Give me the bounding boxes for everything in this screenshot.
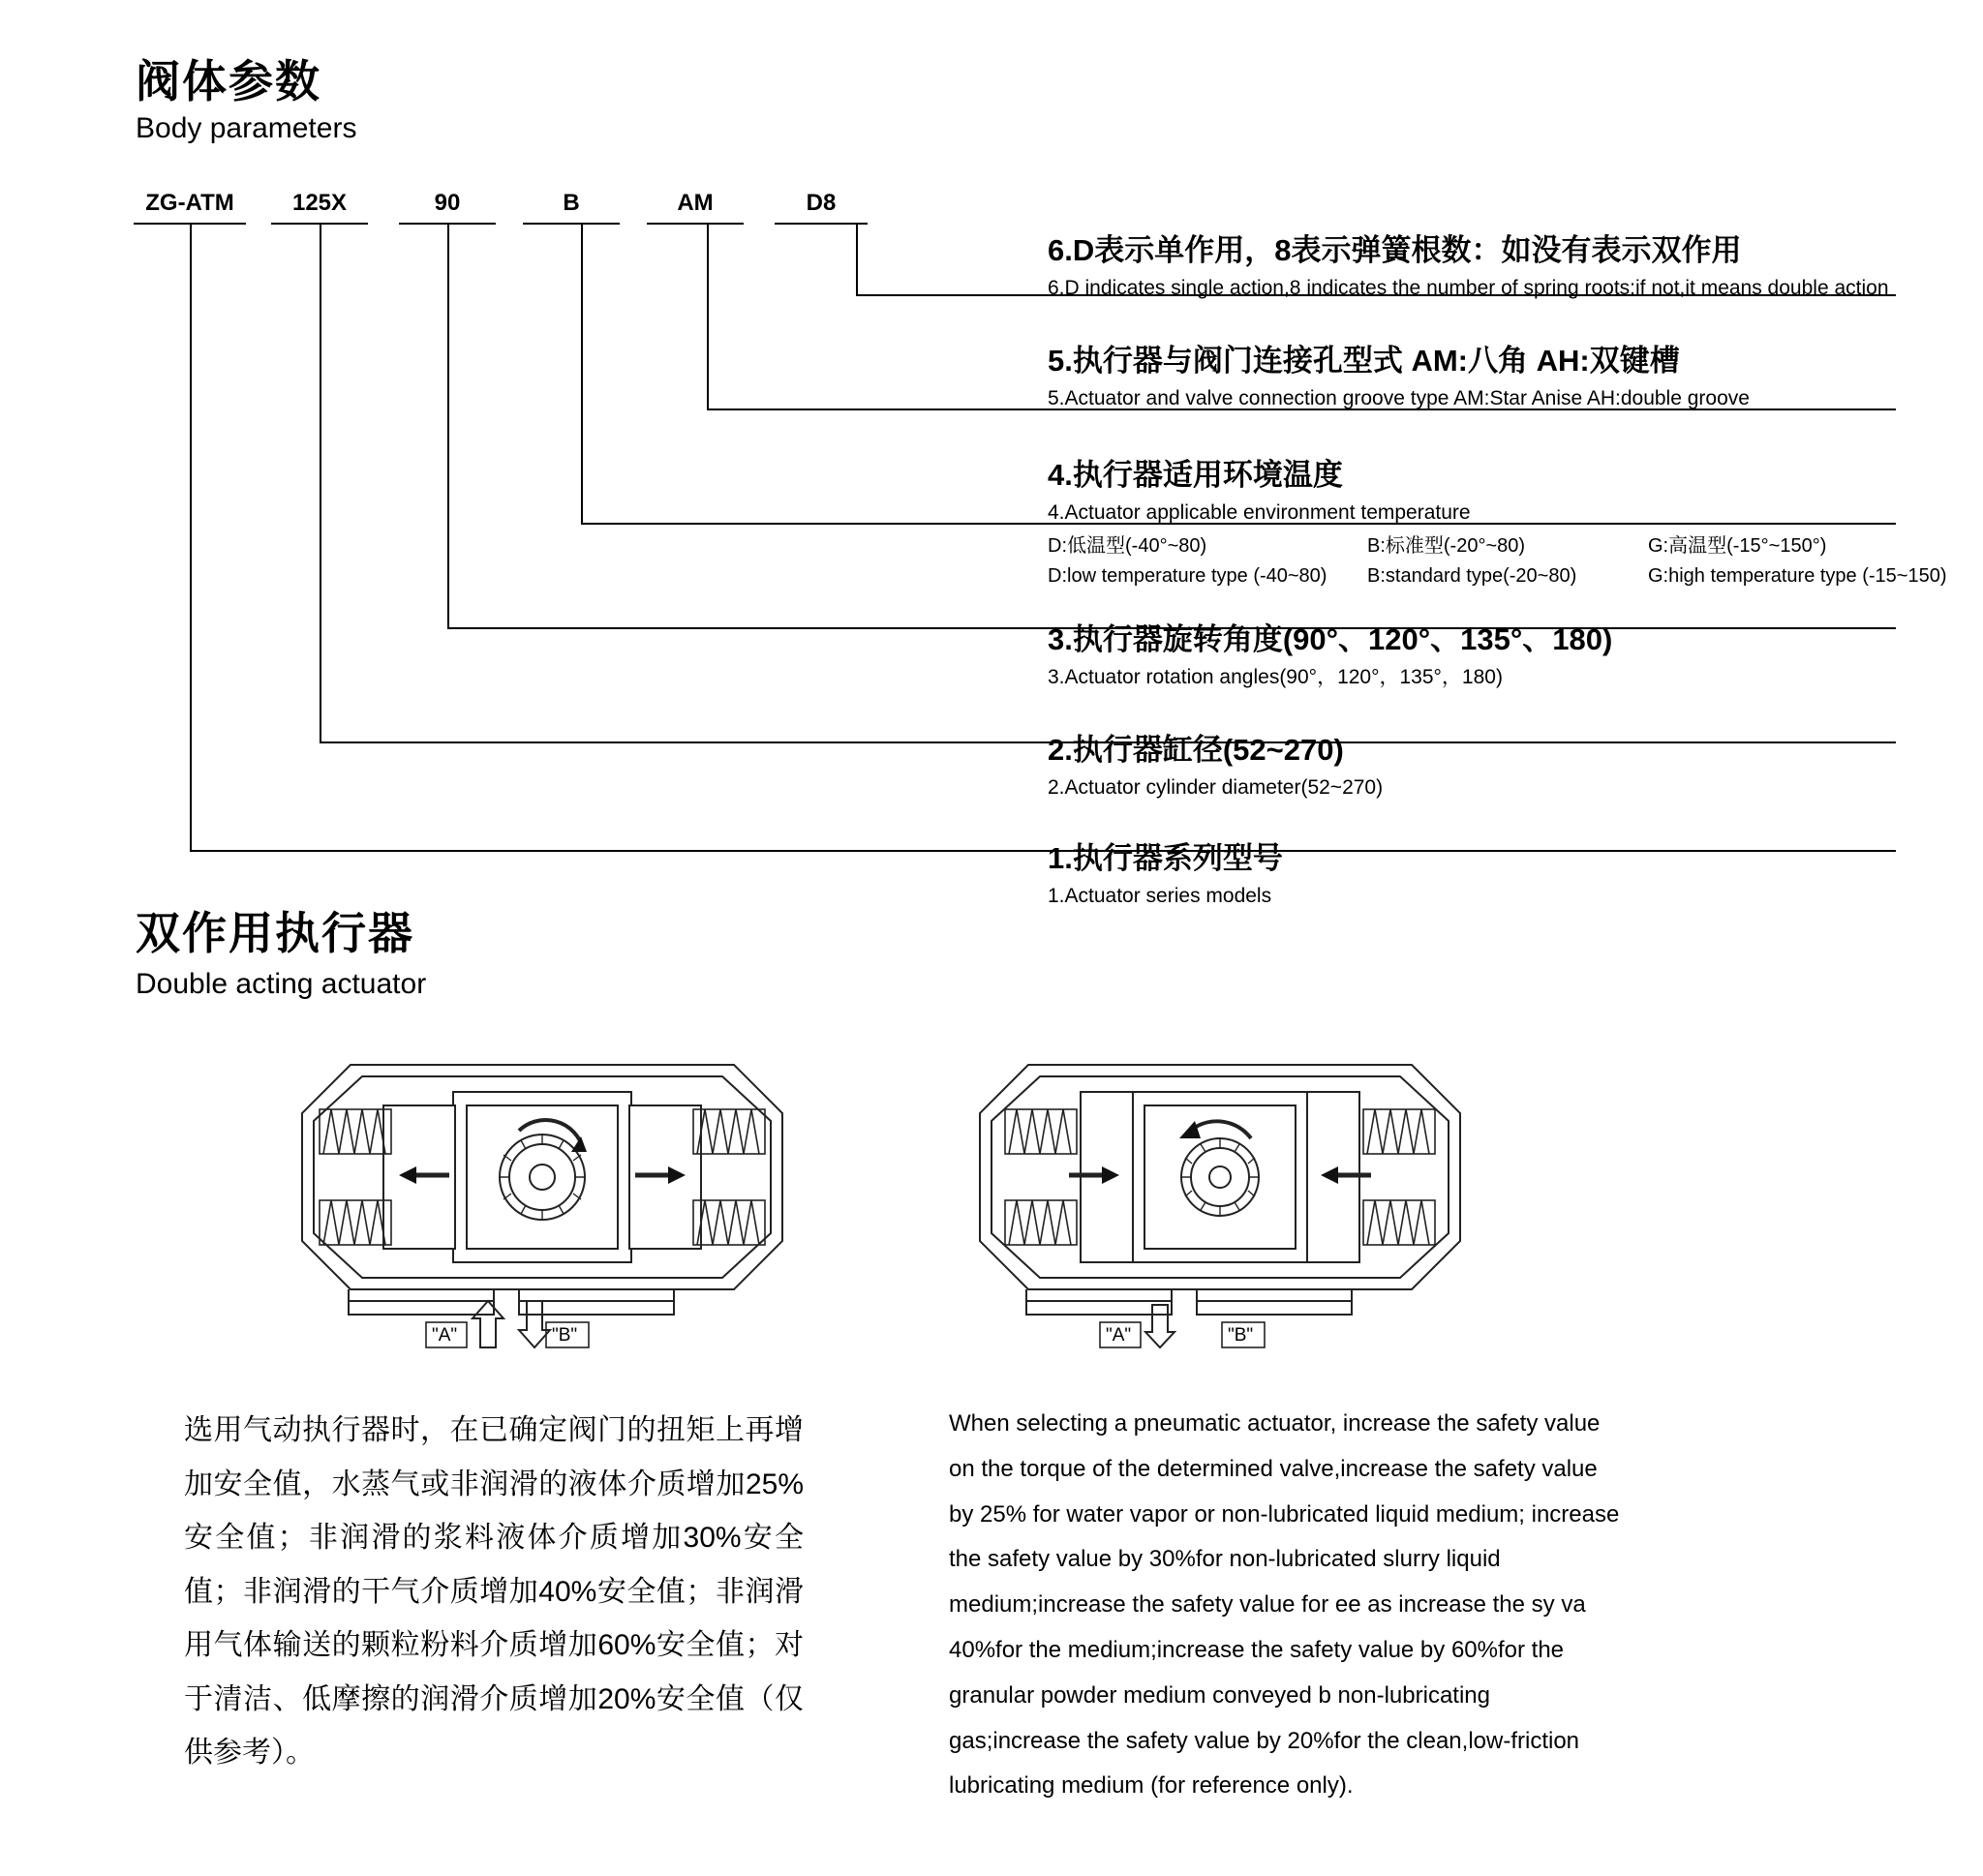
description-item-5	[1048, 343, 1750, 413]
connector-line-3-vertical	[447, 223, 449, 629]
connector-line-2-vertical	[320, 223, 321, 743]
code-token-temperature: B	[523, 190, 620, 225]
description-item-1	[1048, 840, 1283, 911]
connector-line-6-vertical	[856, 223, 858, 296]
temperature-high-cn: G:高温型(-15°~150°)	[1648, 535, 1827, 558]
description-item-2-en: 2.Actuator cylinder diameter(52~270)	[1048, 775, 1384, 799]
description-item-5-en: 5.Actuator and valve connection groove type AM:Star Anise AH:double groove	[1048, 386, 1750, 409]
description-item-6-en: 6.D indicates single action,8 indicates the number of spring roots:if not,it means double action	[1048, 276, 1889, 299]
section-title-body-parameters-cn: 阀体参数	[136, 56, 321, 106]
description-item-1-en: 1.Actuator series models	[1048, 884, 1272, 907]
description-item-4-en: 4.Actuator applicable environment temperature	[1048, 500, 1471, 524]
safety-note-paragraph-cn: 选用气动执行器时，在已确定阀门的扭矩上再增加安全值，水蒸气或非润滑的液体介质增加25%安全值；非润滑的浆料液体介质增加30%安全值；非润滑的干气介质增加40%安全值；非润滑用气体输送的颗粒粉料介质增加60%安全值；对于清洁、低摩擦的润滑介质增加20%安全值（仅供参考）。	[184, 1414, 804, 1769]
description-item-3-en: 3.Actuator rotation angles(90°，120°，135°，180)	[1048, 665, 1503, 688]
safety-note-paragraph-en: When selecting a pneumatic actuator, increase the safety value on the torque of the determined valve,increase the safety value by 25% for water vapor or non-lubricated liquid medium; increase the safety value by 30%for non-lubricated slurry liquid medium;increase the safety value for ee as increase the sy va 40%for the medium;increase the safety value by 60%for the granular powder medium conveyed b non-lubricating gas;increase the safety value by 20%for the clean,low-friction lubricating medium (for reference only).	[949, 1410, 1620, 1800]
description-item-4-cn: 4.执行器适用环境温度	[1048, 458, 1343, 492]
section-title-body-parameters-en: Body parameters	[136, 112, 357, 144]
code-token-action: D8	[775, 190, 868, 225]
connector-line-4-vertical	[581, 223, 583, 525]
temperature-row-en	[1048, 561, 1968, 591]
temperature-standard-cn: B:标准型(-20°~80)	[1367, 535, 1526, 558]
temperature-low-en: D:low temperature type (-40~80)	[1048, 565, 1327, 588]
actuator-diagram-left	[290, 1055, 794, 1360]
code-token-series: ZG-ATM	[134, 190, 246, 225]
description-item-1-cn: 1.执行器系列型号	[1048, 841, 1283, 875]
temperature-low-cn: D:低温型(-40°~80)	[1048, 535, 1207, 558]
description-item-6	[1048, 232, 1889, 303]
description-item-3	[1048, 621, 1612, 692]
temperature-high-en: G:high temperature type (-15~150)	[1648, 565, 1947, 588]
temperature-type-table	[1048, 531, 1968, 591]
actuator-diagram-right	[968, 1055, 1472, 1360]
description-item-4	[1048, 457, 1968, 591]
connector-line-5-vertical	[707, 223, 709, 410]
description-item-6-cn: 6.D表示单作用，8表示弹簧根数：如没有表示双作用	[1048, 233, 1742, 267]
connector-line-1-horizontal	[190, 850, 1896, 852]
code-token-rotation: 90	[399, 190, 496, 225]
temperature-standard-en: B:standard type(-20~80)	[1367, 565, 1577, 588]
section-title-double-acting-en: Double acting actuator	[136, 968, 427, 1000]
connector-line-1-vertical	[190, 223, 192, 852]
code-token-connection: AM	[647, 190, 744, 225]
actuator-closed-position	[968, 1055, 1472, 1355]
description-item-2	[1048, 732, 1383, 802]
port-b-label-right: "B"	[1228, 1325, 1254, 1346]
description-item-2-cn: 2.执行器缸径(52~270)	[1048, 733, 1344, 767]
port-a-label-left: "A"	[432, 1325, 458, 1346]
temperature-row-cn	[1048, 531, 1968, 561]
description-item-5-cn: 5.执行器与阀门连接孔型式 AM:八角 AH:双键槽	[1048, 344, 1680, 378]
section-title-double-acting-cn: 双作用执行器	[136, 908, 414, 958]
port-b-label-left: "B"	[552, 1325, 578, 1346]
description-item-3-cn: 3.执行器旋转角度(90°、120°、135°、180)	[1048, 622, 1613, 656]
code-token-cylinder: 125X	[271, 190, 368, 225]
actuator-open-position	[290, 1055, 794, 1355]
port-a-label-right: "A"	[1106, 1325, 1132, 1346]
